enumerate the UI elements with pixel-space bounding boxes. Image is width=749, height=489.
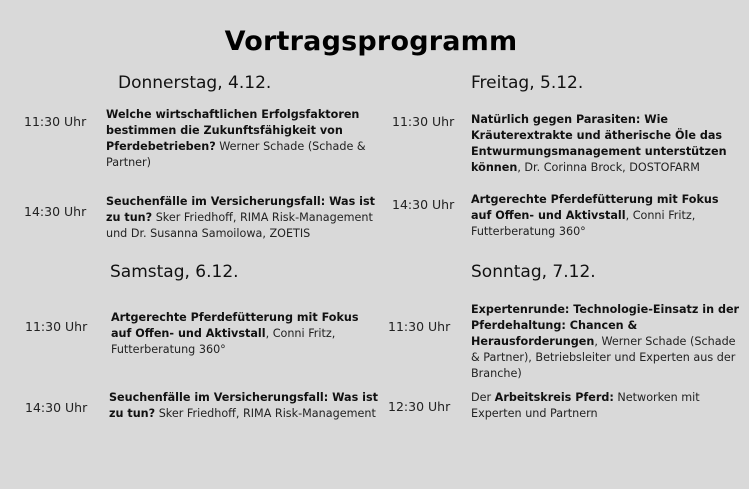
event-time: 11:30 Uhr (392, 114, 455, 129)
event-time: 14:30 Uhr (25, 400, 88, 415)
page-title: Vortragsprogramm (224, 26, 518, 57)
event-title: Arbeitskreis Pferd: (494, 391, 614, 404)
event-speakers: , Werner Schade (Schade & Partner), Betriebsleiter und Experten aus der Branche) (471, 335, 736, 380)
event-speakers: , Conni Fritz, Futterberatung 360° (111, 327, 336, 356)
event-speakers: Werner Schade (Schade & Partner) (106, 140, 366, 169)
day-heading-sunday: Sonntag, 7.12. (471, 262, 596, 282)
event-description (471, 302, 747, 382)
event-title: Artgerechte Pferdefütterung mit Fokus auf Offen- und Aktivstall (111, 311, 359, 340)
event-description (111, 310, 373, 358)
event-speakers: Networken mit Experten und Partnern (471, 391, 700, 420)
event-title: Natürlich gegen Parasiten: Wie Kräuterextrakte und ätherische Öle das Entwurmungsmanagement unterstützen können (471, 113, 727, 174)
event-time: 14:30 Uhr (392, 197, 455, 212)
day-heading-friday: Freitag, 5.12. (471, 73, 584, 93)
event-description (471, 112, 747, 176)
event-description (106, 194, 376, 242)
event-description (471, 192, 733, 240)
event-title: Seuchenfälle im Versicherungsfall: Was ist zu tun? (106, 195, 375, 224)
event-speakers: Sker Friedhoff, RIMA Risk-Management und Dr. Susanna Samoilowa, ZOETIS (106, 211, 373, 240)
event-description (106, 107, 372, 171)
event-time: 11:30 Uhr (24, 114, 87, 129)
event-title: Seuchenfälle im Versicherungsfall: Was ist zu tun? (109, 391, 378, 420)
event-title: Artgerechte Pferdefütterung mit Fokus auf Offen- und Aktivstall (471, 193, 719, 222)
event-title: Expertenrunde: Technologie-Einsatz in der Pferdehaltung: Chancen & Herausforderungen (471, 303, 740, 348)
event-title: Welche wirtschaftlichen Erfolgsfaktoren bestimmen die Zukunftsfähigkeit von Pferdebetrieben? (106, 108, 360, 153)
event-time: 14:30 Uhr (24, 204, 87, 219)
day-heading-thursday: Donnerstag, 4.12. (118, 73, 272, 93)
event-time: 11:30 Uhr (388, 319, 451, 334)
event-time: 11:30 Uhr (25, 319, 88, 334)
event-speakers: , Dr. Corinna Brock, DOSTOFARM (517, 161, 700, 174)
event-description (109, 390, 379, 422)
event-description (471, 390, 721, 422)
event-time: 12:30 Uhr (388, 399, 451, 414)
event-pre-text: Der (471, 391, 495, 404)
event-speakers: Sker Friedhoff, RIMA Risk-Management (155, 407, 376, 420)
day-heading-saturday: Samstag, 6.12. (110, 262, 239, 282)
event-speakers: , Conni Fritz, Futterberatung 360° (471, 209, 696, 238)
